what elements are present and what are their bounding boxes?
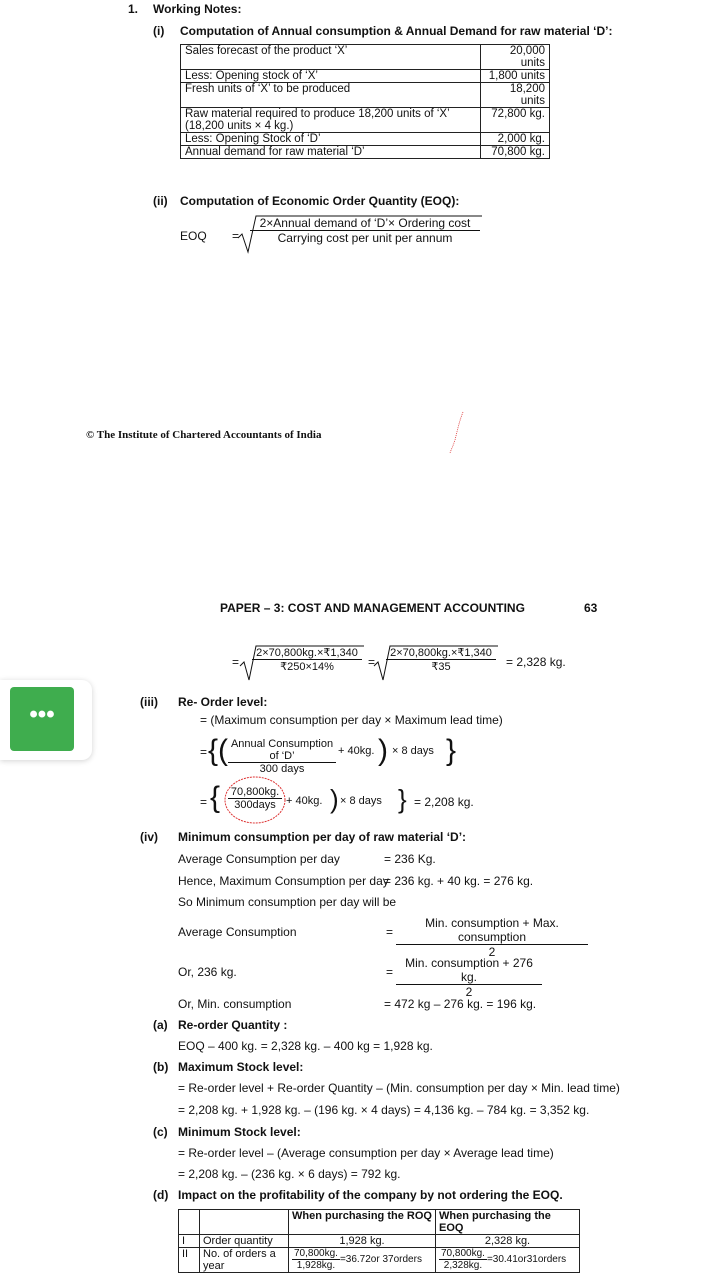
section-c-title: Minimum Stock level:	[178, 1125, 301, 1139]
section-a-title: Re-order Quantity :	[178, 1018, 288, 1032]
eoq-result: = 2,328 kg.	[506, 655, 566, 669]
section-ii-label: (ii)	[153, 194, 168, 208]
eoq-denominator: Carrying cost per unit per annum	[277, 231, 453, 245]
or-236-label: Or, 236 kg.	[178, 965, 237, 979]
paren-close: )	[378, 734, 388, 767]
or-formula: Min. consumption + 276 kg. 2	[396, 956, 542, 999]
header-eoq: When purchasing the EOQ	[436, 1210, 580, 1235]
eoq-formula	[250, 216, 480, 245]
table-row: Fresh units of ‘X’ to be produced 18,200 units	[181, 83, 550, 108]
copyright-footer: © The Institute of Chartered Accountants of India	[86, 429, 322, 441]
min-consumption-intro: So Minimum consumption per day will be	[178, 895, 397, 909]
equals-sign: =	[232, 655, 240, 669]
eoq-numerator: 2×Annual demand of ‘D’× Ordering cost	[250, 216, 480, 231]
table-row: (18,200 units × 4 kg.)	[181, 120, 550, 133]
equals-sign: =	[386, 925, 394, 939]
reorder-add-2: + 40kg.	[286, 795, 323, 807]
section-d-title: Impact on the profitability of the company by not ordering the EOQ.	[178, 1188, 563, 1202]
or-min-consumption-value: = 472 kg – 276 kg. = 196 kg.	[384, 997, 537, 1011]
table-row: Less: Opening stock of ‘X’ 1,800 units	[181, 70, 550, 83]
eoq-label: EOQ	[180, 229, 207, 243]
profitability-table	[178, 1209, 580, 1273]
section-b-label: (b)	[153, 1060, 169, 1074]
equals-sign: =	[386, 965, 394, 979]
red-circle-annotation	[222, 774, 288, 826]
table-row: Sales forecast of the product ‘X’ 20,000 units	[181, 45, 550, 70]
table-row: Raw material required to produce 18,200 units of ‘X’ 72,800 kg.	[181, 108, 550, 121]
reorder-mul: × 8 days	[392, 745, 434, 757]
equals-sign: =	[200, 745, 208, 759]
more-dots-icon: •••	[29, 701, 55, 728]
reorder-add: + 40kg.	[338, 745, 375, 757]
paper-header: PAPER – 3: COST AND MANAGEMENT ACCOUNTING	[220, 601, 525, 615]
pen-mark	[445, 410, 470, 455]
section-iii-label: (iii)	[140, 695, 158, 709]
note-number: 1.	[128, 2, 139, 16]
brace-close: }	[446, 734, 457, 767]
max-consumption-value: = 236 kg. + 40 kg. = 276 kg.	[384, 874, 534, 888]
or-min-consumption-label: Or, Min. consumption	[178, 997, 292, 1011]
more-options-button[interactable]	[10, 687, 74, 751]
table-row	[179, 1210, 580, 1235]
table-row: Less: Opening Stock of ‘D’ 2,000 kg.	[181, 133, 550, 146]
max-consumption-label: Hence, Maximum Consumption per day	[178, 874, 389, 888]
eoq-calc-1: 2×70,800kg.×₹1,340 ₹250×14%	[252, 646, 362, 673]
section-i-label: (i)	[153, 24, 165, 38]
average-formula: Min. consumption + Max. consumption 2	[396, 916, 588, 959]
section-b-title: Maximum Stock level:	[178, 1060, 304, 1074]
max-stock-line-1: = Re-order level + Re-order Quantity – (Min. consumption per day × Min. lead time)	[178, 1081, 620, 1095]
equals-sign: =	[368, 655, 376, 669]
min-stock-line-2: = 2,208 kg. – (236 kg. × 6 days) = 792 kg.	[178, 1167, 401, 1181]
header-roq: When purchasing the ROQ	[289, 1210, 436, 1235]
min-stock-line-1: = Re-order level – (Average consumption per day × Average lead time)	[178, 1146, 554, 1160]
section-c-label: (c)	[153, 1125, 168, 1139]
eoq-calc-2: 2×70,800kg.×₹1,340 ₹35	[386, 646, 496, 673]
page-number: 63	[584, 601, 598, 615]
reorder-line-1: = (Maximum consumption per day × Maximum lead time)	[200, 713, 503, 727]
average-consumption-label: Average Consumption	[178, 925, 297, 939]
equals-sign: =	[232, 229, 240, 243]
reorder-result: = 2,208 kg.	[414, 795, 474, 809]
section-iii-title: Re- Order level:	[178, 695, 268, 709]
reorder-quantity-line: EOQ – 400 kg. = 2,328 kg. – 400 kg = 1,928 kg.	[178, 1039, 433, 1053]
reorder-fraction: Annual Consumption of ‘D’ 300 days	[228, 738, 336, 775]
avg-consumption-label: Average Consumption per day	[178, 852, 340, 866]
table-row: II No. of orders a year $\frac{70,800kg.}{1,928kg.}$ =36.72or 37orders $\frac{70,800kg.}{2,328kg.}$ =30.41or31orders	[179, 1248, 580, 1273]
section-a-label: (a)	[153, 1018, 168, 1032]
section-iv-title: Minimum consumption per day of raw material ‘D’:	[178, 830, 467, 844]
brace-close: }	[398, 784, 407, 814]
table-row: Annual demand for raw material ‘D’ 70,800 kg.	[181, 146, 550, 159]
section-ii-title: Computation of Economic Order Quantity (EOQ):	[180, 194, 460, 208]
reorder-mul-2: × 8 days	[340, 795, 382, 807]
equals-sign: =	[200, 795, 208, 809]
brace-open: {(	[208, 734, 229, 767]
section-i-title: Computation of Annual consumption & Annual Demand for raw material ‘D’:	[180, 24, 613, 38]
avg-consumption-value: = 236 Kg.	[384, 852, 436, 866]
max-stock-line-2: = 2,208 kg. + 1,928 kg. – (196 kg. × 4 days) = 4,136 kg. – 784 kg. = 3,352 kg.	[178, 1103, 590, 1117]
section-iv-label: (iv)	[140, 830, 158, 844]
brace-open: {	[210, 781, 221, 814]
section-d-label: (d)	[153, 1188, 169, 1202]
annual-demand-table	[180, 44, 550, 159]
notes-title: Working Notes:	[153, 2, 242, 16]
reorder-fraction-2: 70,800kg. 300days	[228, 786, 282, 811]
table-row: I Order quantity 1,928 kg. 2,328 kg.	[179, 1235, 580, 1248]
paren-close: )	[330, 784, 339, 814]
